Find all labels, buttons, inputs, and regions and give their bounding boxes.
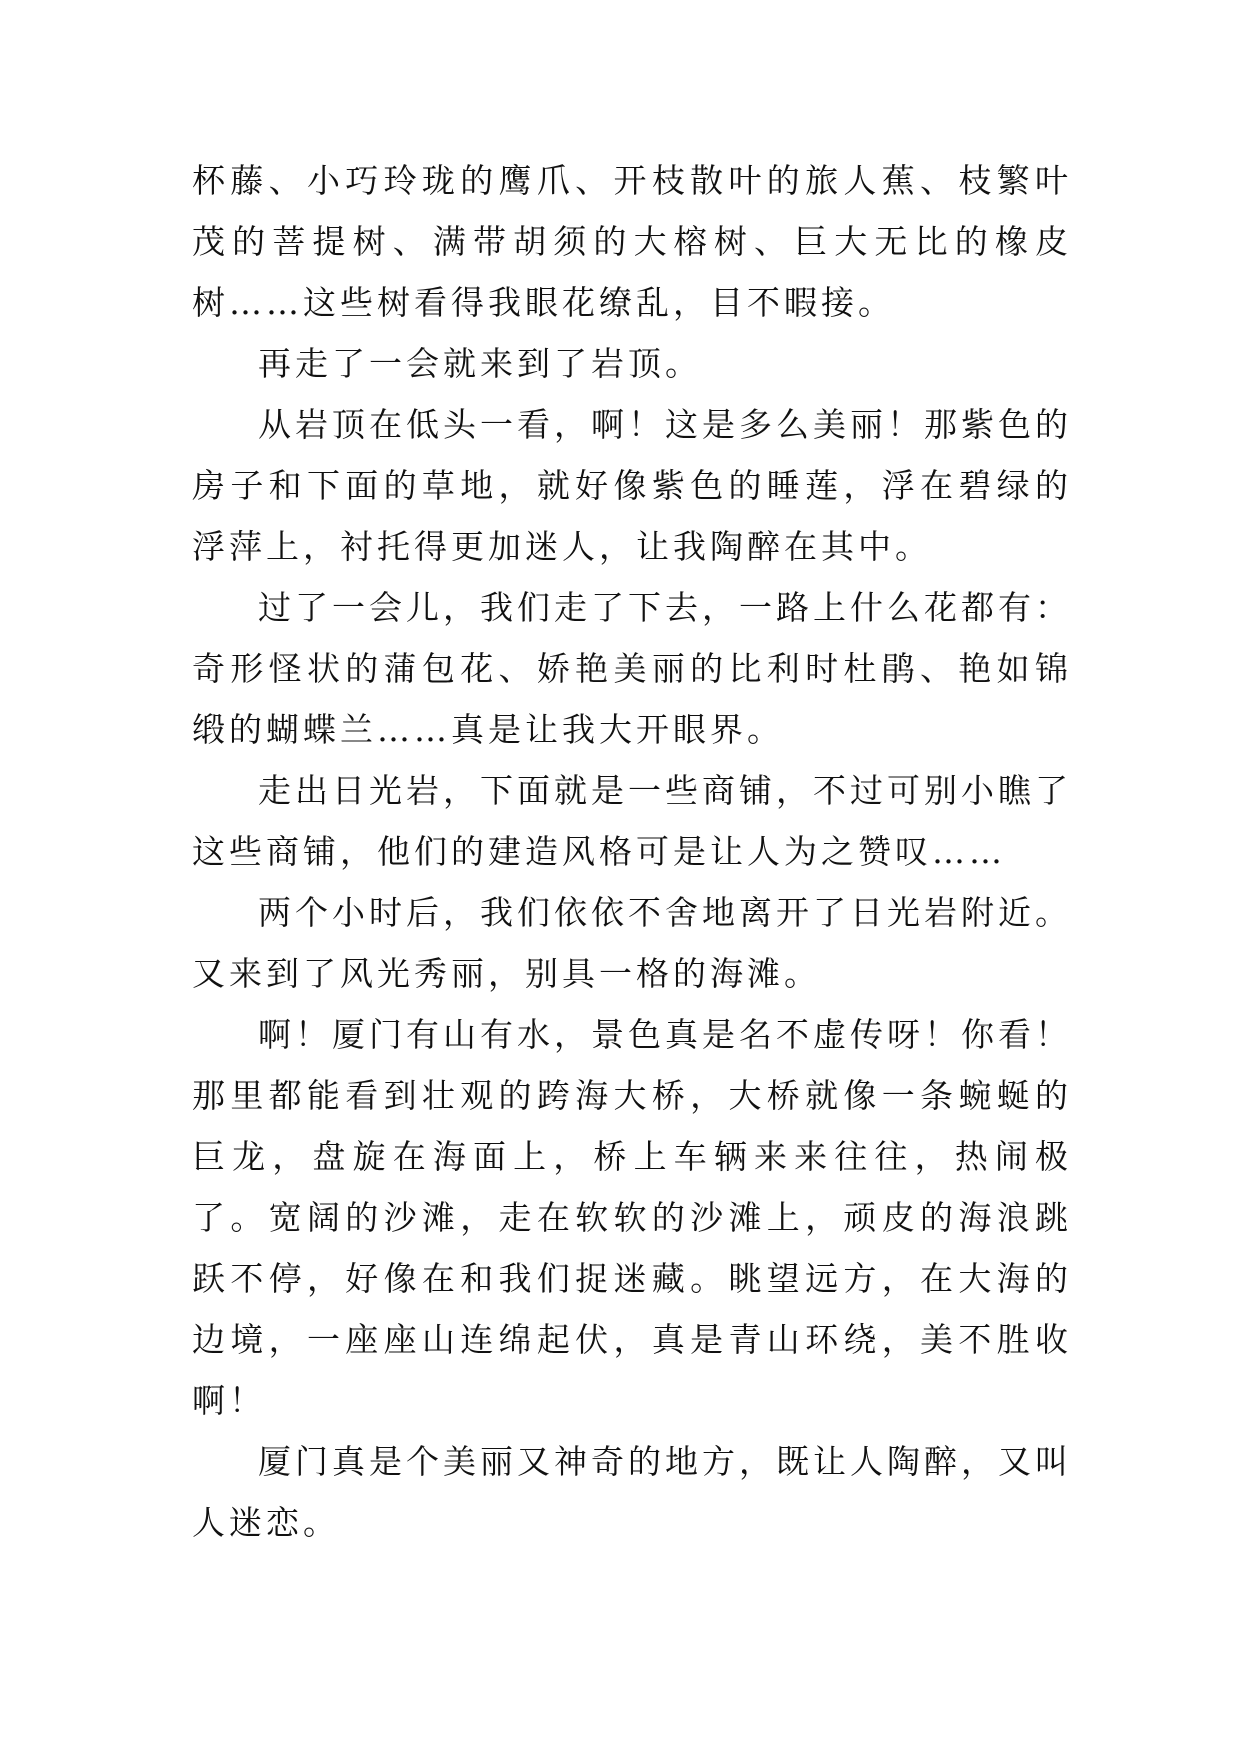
paragraph-1: 杯藤、小巧玲珑的鹰爪、开枝散叶的旅人蕉、枝繁叶茂的菩提树、满带胡须的大榕树、巨大无比的橡皮树……这些树看得我眼花缭乱，目不暇接。 (192, 161, 1072, 322)
paragraph-8: 厦门真是个美丽又神奇的地方，既让人陶醉，又叫人迷恋。 (192, 1442, 1072, 1542)
paragraph-6: 两个小时后，我们依依不舍地离开了日光岩附近。又来到了风光秀丽，别具一格的海滩。 (192, 893, 1072, 993)
paragraph-7: 啊！厦门有山有水，景色真是名不虚传呀！你看！那里都能看到壮观的跨海大桥，大桥就像一条蜿蜒的巨龙，盘旋在海面上，桥上车辆来来往往，热闹极了。宽阔的沙滩，走在软软的沙滩上，顽皮的海浪跳跃不停，好像在和我们捉迷藏。眺望远方，在大海的边境，一座座山连绵起伏，真是青山环绕，美不胜收啊！ (192, 1015, 1072, 1420)
paragraph-5: 走出日光岩，下面就是一些商铺，不过可别小瞧了这些商铺，他们的建造风格可是让人为之赞叹…… (192, 771, 1072, 871)
paragraph-3: 从岩顶在低头一看，啊！这是多么美丽！那紫色的房子和下面的草地，就好像紫色的睡莲，浮在碧绿的浮萍上，衬托得更加迷人，让我陶醉在其中。 (192, 405, 1072, 566)
article-body (192, 150, 1072, 1553)
paragraph-4: 过了一会儿，我们走了下去，一路上什么花都有：奇形怪状的蒲包花、娇艳美丽的比利时杜鹃、艳如锦缎的蝴蝶兰……真是让我大开眼界。 (192, 588, 1072, 749)
paragraph-2: 再走了一会就来到了岩顶。 (258, 344, 702, 383)
